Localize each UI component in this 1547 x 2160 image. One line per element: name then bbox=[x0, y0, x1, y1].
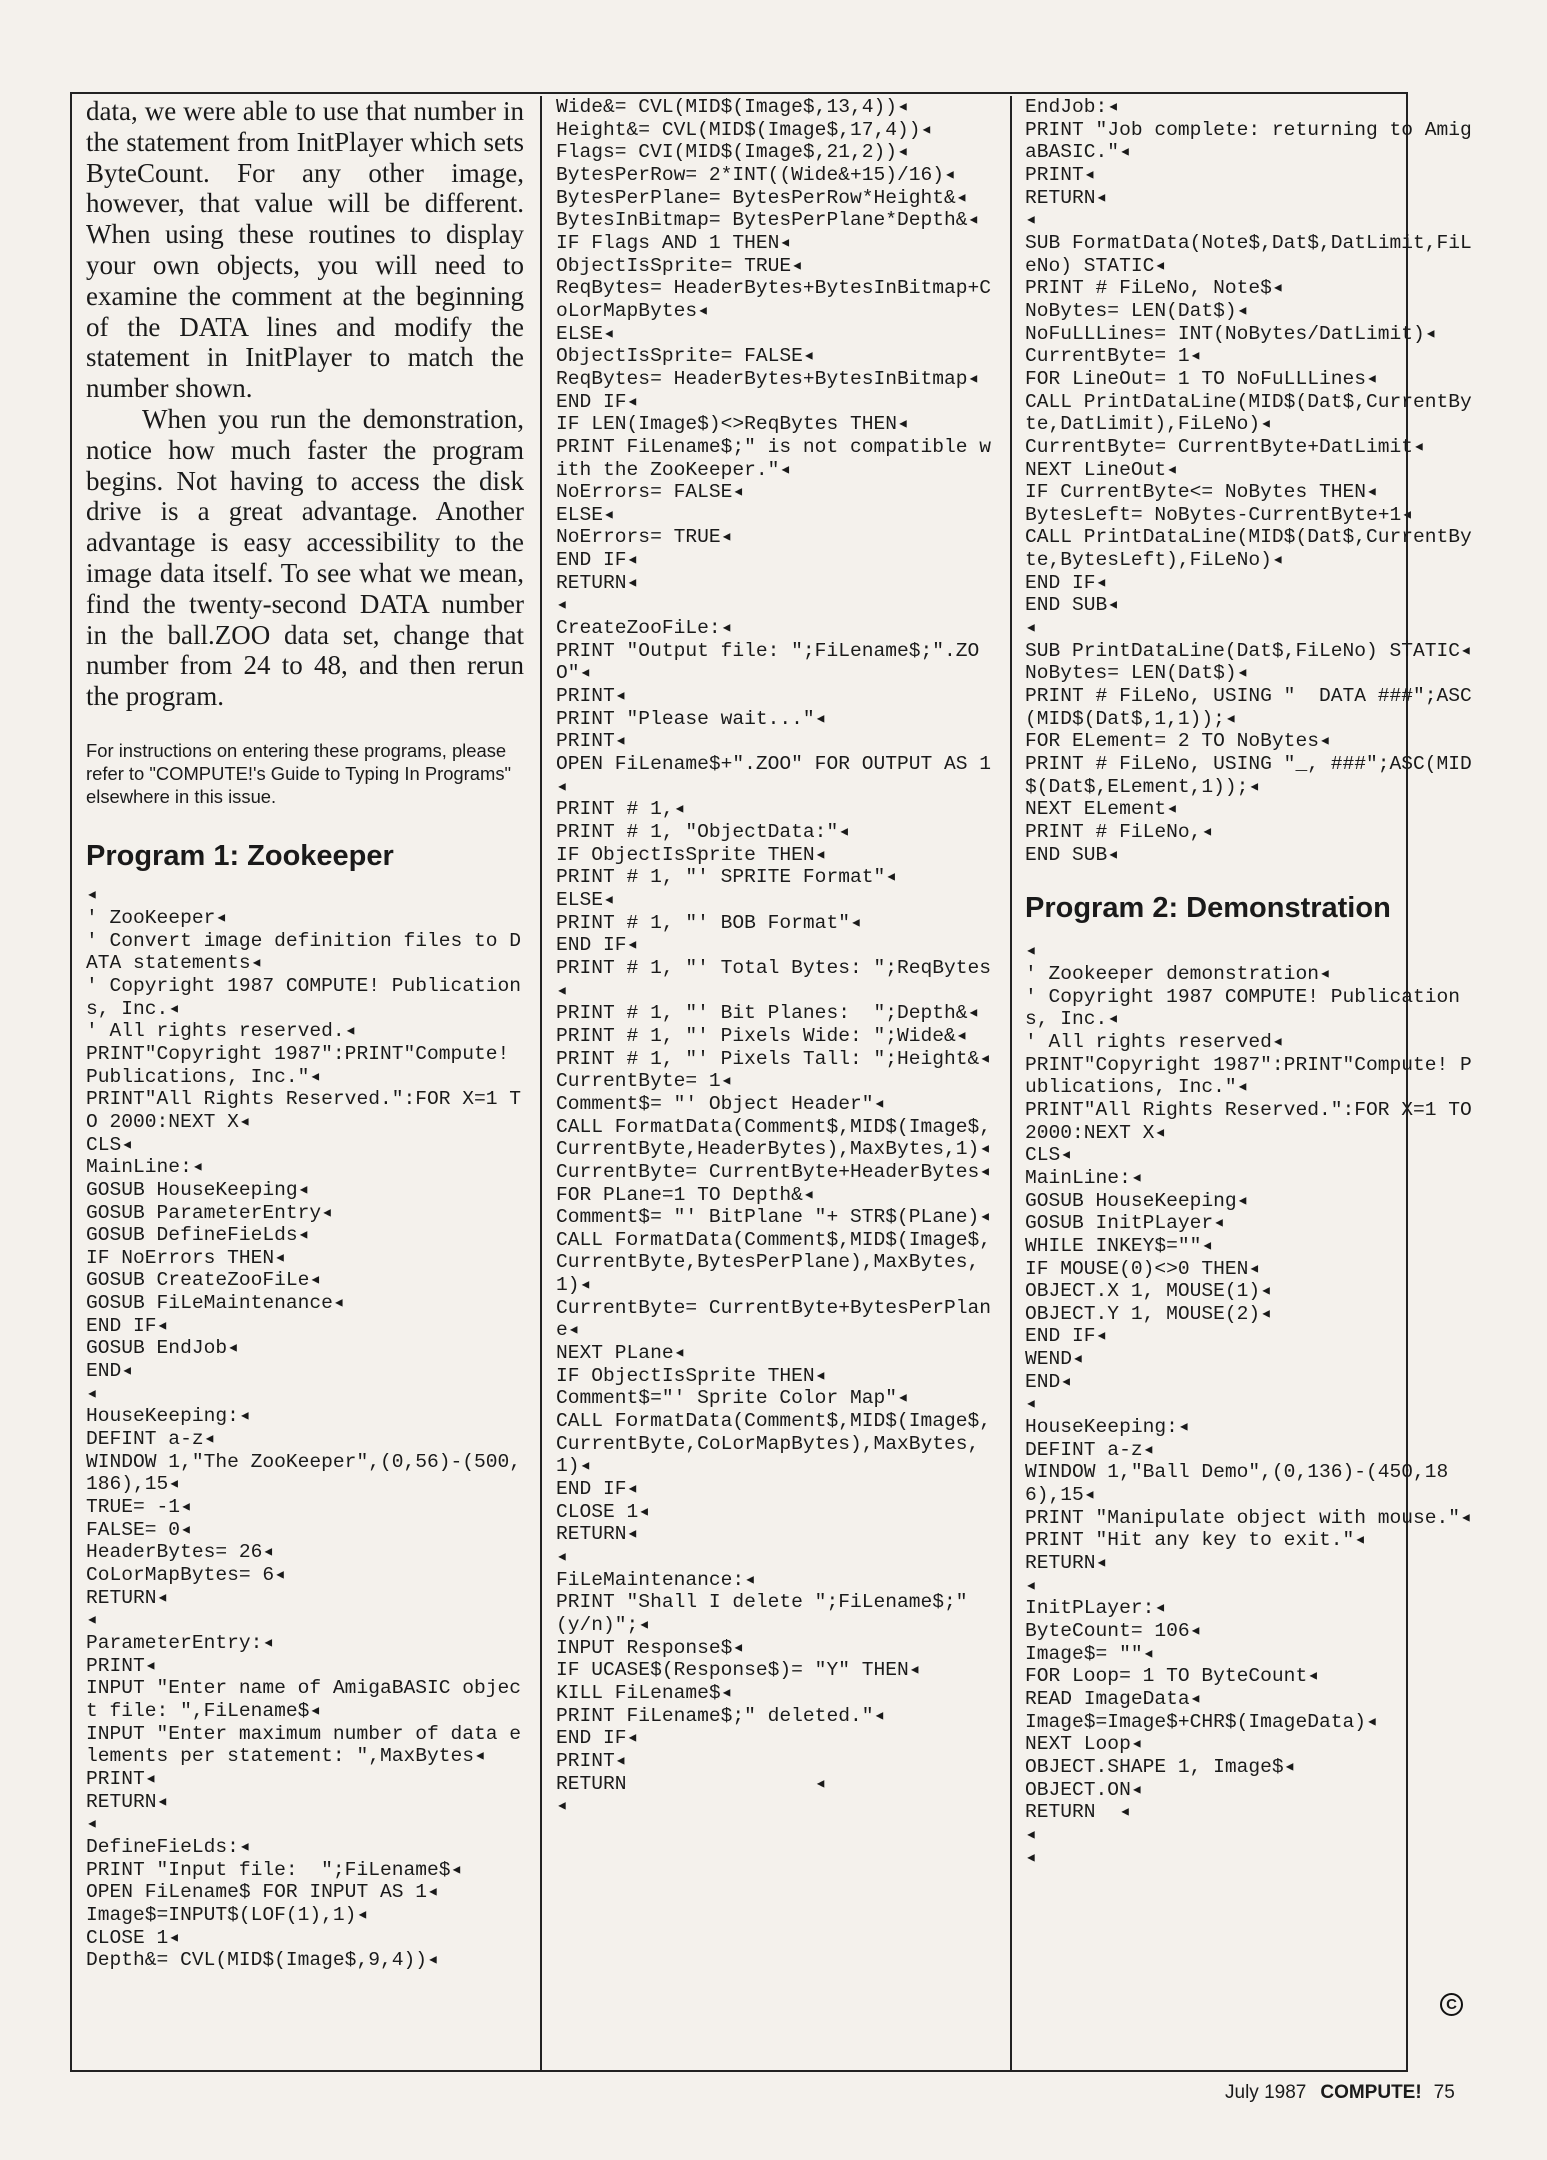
program-1-listing: ◂ ' ZooKeeper◂ ' Convert image definition files to DATA statements◂ ' Copyright 1987 COMPUTE! Publications, Inc.◂ ' All rights reserved.◂ PRINT"Copyright 1987":PRINT"Compute! Publications, Inc."◂ PRINT"All Rights Reserved.":FOR X=1 TO 2000:NEXT X◂ CLS◂ MainLine:◂ GOSUB HouseKeeping◂ GOSUB ParameterEntry◂ GOSUB DefineFieLds◂ IF NoErrors THEN◂ GOSUB CreateZooFiLe◂ GOSUB FiLeMaintenance◂ END IF◂ GOSUB EndJob◂ END◂ ◂ HouseKeeping:◂ DEFINT a-z◂ WINDOW 1,"The ZooKeeper",(0,56)-(500,186),15◂ TRUE= -1◂ FALSE= 0◂ HeaderBytes= 26◂ CoLorMapBytes= 6◂ RETURN◂ ◂ ParameterEntry:◂ PRINT◂ INPUT "Enter name of AmigaBASIC object file: ",FiLename$◂ INPUT "Enter maximum number of data elements per statement: ",MaxBytes◂ PRINT◂ RETURN◂ ◂ DefineFieLds:◂ PRINT "Input file: ";FiLename$◂ OPEN FiLename$ FOR INPUT AS 1◂ Image$=INPUT$(LOF(1),1)◂ CLOSE 1◂ Depth&= CVL(MID$(Image$,9,4))◂ bbox=[86, 884, 522, 1972]
article-paragraph: When you run the demonstration, notice how much faster the program begins. Not having to access the disk drive is a great advantage. Another advantage is easy accessibility to the image data itself. To see what we mean, find the twenty-second DATA number in the ball.ZOO data set, change that number from 24 to 48, and then rerun the program. bbox=[86, 403, 524, 712]
program-1-listing-continued: EndJob:◂ PRINT "Job complete: returning to AmigaBASIC."◂ PRINT◂ RETURN◂ ◂ SUB FormatData(Note$,Dat$,DatLimit,FiLeNo) STATIC◂ PRINT # FiLeNo, Note$◂ NoBytes= LEN(Dat$)◂ NoFuLLLines= INT(NoBytes/DatLimit)◂ CurrentByte= 1◂ FOR LineOut= 1 TO NoFuLLLines◂ CALL PrintDataLine(MID$(Dat$,CurrentByte,DatLimit),FiLeNo)◂ CurrentByte= CurrentByte+DatLimit◂ NEXT LineOut◂ IF CurrentByte<= NoBytes THEN◂ BytesLeft= NoBytes-CurrentByte+1◂ CALL PrintDataLine(MID$(Dat$,CurrentByte,BytesLeft),FiLeNo)◂ END IF◂ END SUB◂ ◂ SUB PrintDataLine(Dat$,FiLeNo) STATIC◂ NoBytes= LEN(Dat$)◂ PRINT # FiLeNo, USING " DATA ###";ASC(MID$(Dat$,1,1));◂ FOR ELement= 2 TO NoBytes◂ PRINT # FiLeNo, USING "_, ###";ASC(MID$(Dat$,ELement,1));◂ NEXT ELement◂ PRINT # FiLeNo,◂ END SUB◂ bbox=[1025, 96, 1472, 866]
typing-instructions-note: For instructions on entering these programs, please refer to "COMPUTE!'s Guide to Typing In Programs" elsewhere in this issue. bbox=[86, 739, 512, 807]
column-1 bbox=[86, 96, 530, 2070]
issue-date: July 1987 bbox=[1225, 2082, 1307, 2103]
column-3 bbox=[1025, 96, 1473, 2070]
article-paragraph: data, we were able to use that number in the statement from InitPlayer which sets ByteCount. For any other image, however, that value will be different. When using these routines to display your own objects, you will need to examine the comment at the beginning of the DATA lines and modify the statement in InitPlayer to match the number shown. bbox=[86, 96, 524, 404]
program-1-listing-continued: Wide&= CVL(MID$(Image$,13,4))◂ Height&= CVL(MID$(Image$,17,4))◂ Flags= CVI(MID$(Image$,21,2))◂ BytesPerRow= 2*INT((Wide&+15)/16)◂ BytesPerPlane= BytesPerRow*Height&◂ BytesInBitmap= BytesPerPlane*Depth&◂ IF Flags AND 1 THEN◂ ObjectIsSprite= TRUE◂ ReqBytes= HeaderBytes+BytesInBitmap+CoLorMapBytes◂ ELSE◂ ObjectIsSprite= FALSE◂ ReqBytes= HeaderBytes+BytesInBitmap◂ END IF◂ IF LEN(Image$)<>ReqBytes THEN◂ PRINT FiLename$;" is not compatible with the ZooKeeper."◂ NoErrors= FALSE◂ ELSE◂ NoErrors= TRUE◂ END IF◂ RETURN◂ ◂ CreateZooFiLe:◂ PRINT "Output file: ";FiLename$;".ZOO"◂ PRINT◂ PRINT "Please wait..."◂ PRINT◂ OPEN FiLename$+".ZOO" FOR OUTPUT AS 1◂ PRINT # 1,◂ PRINT # 1, "ObjectData:"◂ IF ObjectIsSprite THEN◂ PRINT # 1, "' SPRITE Format"◂ ELSE◂ PRINT # 1, "' BOB Format"◂ END IF◂ PRINT # 1, "' Total Bytes: ";ReqBytes◂ PRINT # 1, "' Bit Planes: ";Depth&◂ PRINT # 1, "' Pixels Wide: ";Wide&◂ PRINT # 1, "' Pixels Tall: ";Height&◂ CurrentByte= 1◂ Comment$= "' Object Header"◂ CALL FormatData(Comment$,MID$(Image$,CurrentByte,HeaderBytes),MaxBytes,1)◂ CurrentByte= CurrentByte+HeaderBytes◂ FOR PLane=1 TO Depth&◂ Comment$= "' BitPlane "+ STR$(PLane)◂ CALL FormatData(Comment$,MID$(Image$,CurrentByte,BytesPerPlane),MaxBytes,1)◂ CurrentByte= CurrentByte+BytesPerPlane◂ NEXT PLane◂ IF ObjectIsSprite THEN◂ Comment$="' Sprite Color Map"◂ CALL FormatData(Comment$,MID$(Image$,CurrentByte,CoLorMapBytes),MaxBytes,1)◂ END IF◂ CLOSE 1◂ RETURN◂ ◂ FiLeMaintenance:◂ PRINT "Shall I delete ";FiLename$;" (y/n)";◂ INPUT Response$◂ IF UCASE$(Response$)= "Y" THEN◂ KILL FiLename$◂ PRINT FiLename$;" deleted."◂ END IF◂ PRINT◂ RETURN ◂ ◂ bbox=[556, 96, 992, 1818]
page-number: 75 bbox=[1433, 2082, 1455, 2103]
magazine-name: COMPUTE! bbox=[1320, 2082, 1422, 2103]
column-rule bbox=[540, 96, 542, 2070]
program-2-listing: ◂ ' Zookeeper demonstration◂ ' Copyright 1987 COMPUTE! Publications, Inc.◂ ' All rights reserved◂ PRINT"Copyright 1987":PRINT"Compute! Publications, Inc."◂ PRINT"All Rights Reserved.":FOR X=1 TO 2000:NEXT X◂ CLS◂ MainLine:◂ GOSUB HouseKeeping◂ GOSUB InitPLayer◂ WHILE INKEY$=""◂ IF MOUSE(0)<>0 THEN◂ OBJECT.X 1, MOUSE(1)◂ OBJECT.Y 1, MOUSE(2)◂ END IF◂ WEND◂ END◂ ◂ HouseKeeping:◂ DEFINT a-z◂ WINDOW 1,"Ball Demo",(0,136)-(450,186),15◂ PRINT "Manipulate object with mouse."◂ PRINT "Hit any key to exit."◂ RETURN◂ ◂ InitPLayer:◂ ByteCount= 106◂ Image$= ""◂ FOR Loop= 1 TO ByteCount◂ READ ImageData◂ Image$=Image$+CHR$(ImageData)◂ NEXT Loop◂ OBJECT.SHAPE 1, Image$◂ OBJECT.ON◂ RETURN ◂ ◂ ◂ bbox=[1025, 940, 1472, 1869]
page-footer bbox=[1225, 2082, 1455, 2104]
end-of-article-mark: C bbox=[1440, 1993, 1463, 2016]
program-2-title: Program 2: Demonstration bbox=[1025, 892, 1391, 925]
column-2 bbox=[556, 96, 1000, 2070]
column-rule bbox=[1010, 96, 1012, 2070]
program-1-title: Program 1: Zookeeper bbox=[86, 840, 394, 873]
